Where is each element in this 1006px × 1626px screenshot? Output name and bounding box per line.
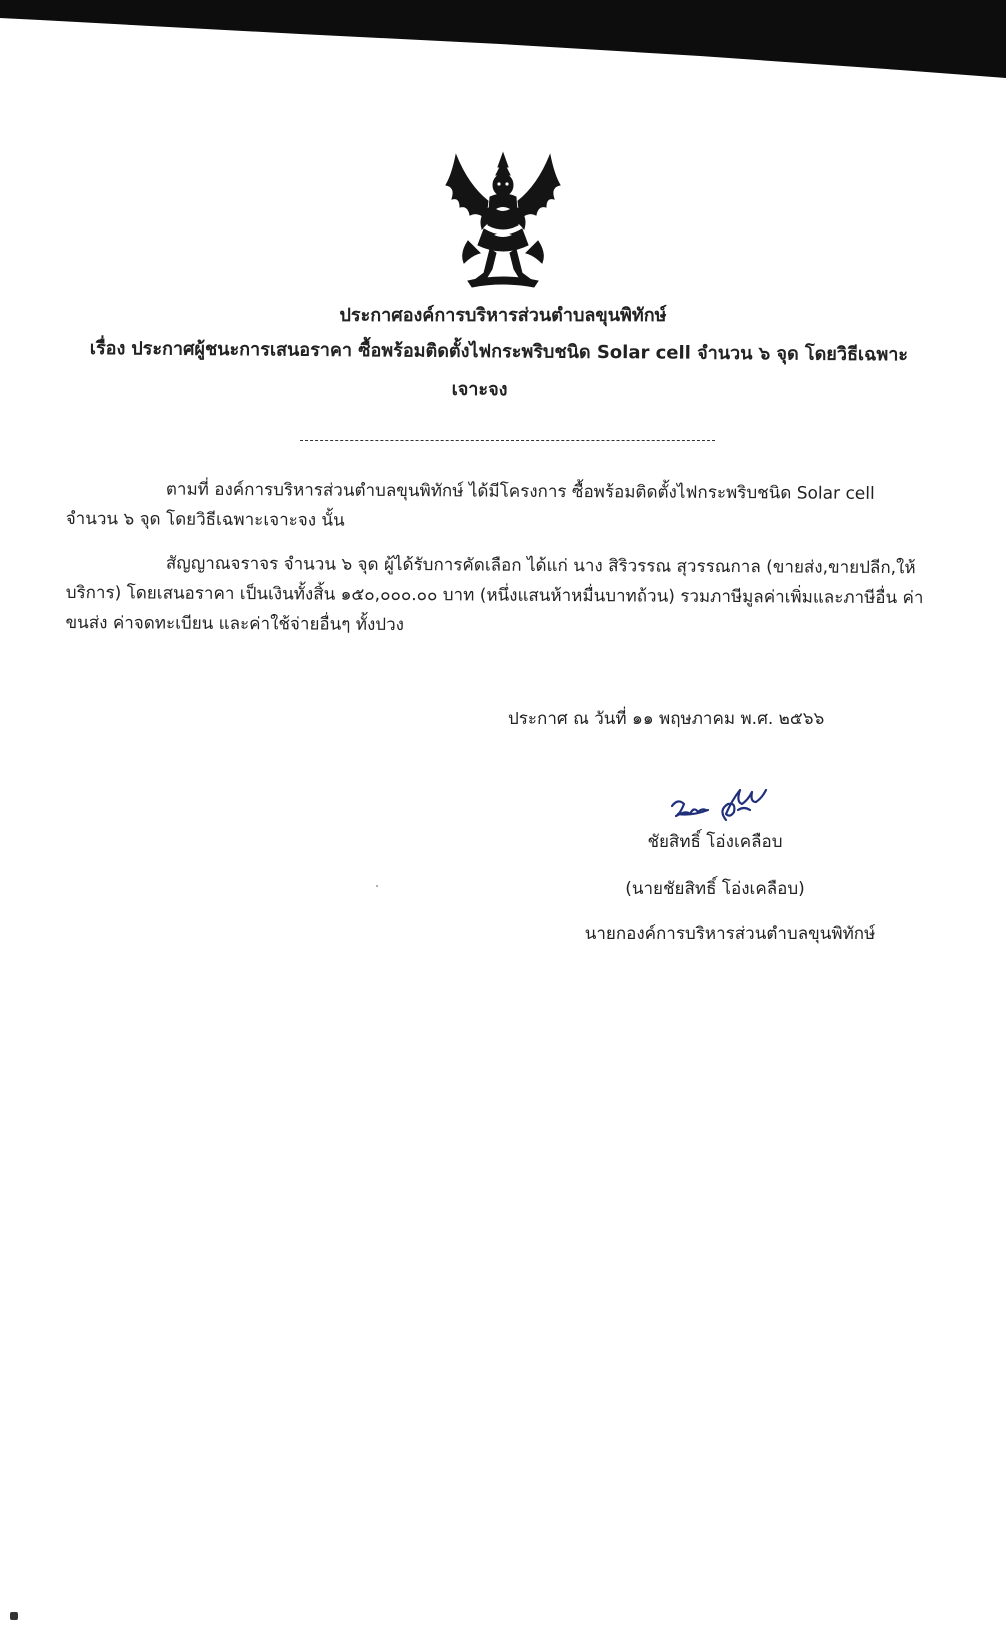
scan-corner-mark [10,1612,18,1620]
scan-edge-shadow [0,0,1006,80]
signer-position: นายกองค์การบริหารส่วนตำบลขุนพิทักษ์ [584,924,876,944]
announcement-date: ประกาศ ณ วันที่ ๑๑ พฤษภาคม พ.ศ. ๒๕๖๖ [508,709,825,729]
signer-fullname: (นายชัยสิทธิ์ โอ่งเคลือบ) [625,879,805,899]
subject-line-1: ประกาศผู้ชนะการเสนอราคา ซื้อพร้อมติดตั้งไฟกระพริบชนิด Solar cell จำนวน ๖ จุด โดยวิธีเฉพาะ [131,338,909,366]
paragraph-2-text: สัญญาณจราจร จำนวน ๖ จุด ผู้ได้รับการคัดเลือก ได้แก่ นาง สิริวรรณ สุวรรณกาล (ขายส่ง,ขายปลีก,ให้บริการ) โดยเสนอราคา เป็นเงินทั้งสิ้น ๑๕๐,๐๐๐.๐๐ บาท (หนึ่งแสนห้าหมื่นบาทถ้วน) รวมภาษีมูลค่าเพิ่มและภาษีอื่น ค่าขนส่ง ค่าจดทะเบียน และค่าใช้จ่ายอื่นๆ ทั้งปวง [65,553,924,636]
handwritten-signature [668,780,783,825]
paragraph-1-text: ตามที่ องค์การบริหารส่วนตำบลขุนพิทักษ์ ได้มีโครงการ ซื้อพร้อมติดตั้งไฟกระพริบชนิด Solar cell จำนวน ๖ จุด โดยวิธีเฉพาะเจาะจง นั้น [65,479,875,531]
scan-speck [376,885,378,887]
body-paragraph-1 [66,474,926,539]
announcement-title: ประกาศองค์การบริหารส่วนตำบลขุนพิทักษ์ [339,305,667,326]
garuda-emblem-icon [438,145,568,295]
body-paragraph-2 [65,548,926,643]
subject-line-2: เจาะจง [451,378,508,401]
dashed-divider [300,440,715,441]
signer-name: ชัยสิทธิ์ โอ่งเคลือบ [647,832,783,852]
subject-block [89,330,910,412]
subject-label: เรื่อง [89,337,126,360]
